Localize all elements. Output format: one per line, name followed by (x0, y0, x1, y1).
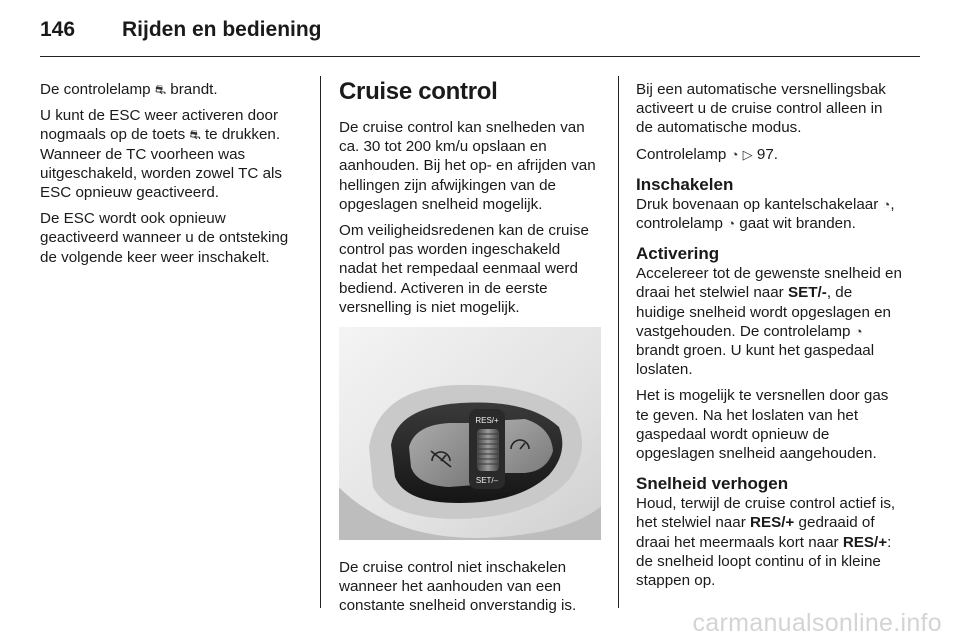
paragraph-cruise-warning: De cruise control niet inschakelen wanneer het aanhouden van een constante snelheid onverstandig is. (339, 559, 577, 615)
paragraph-activering: Accelereer tot de gewenste snelheid en draai het stelwiel naar SET/-, de huidige snelheid wordt opgeslagen en vastgehouden. De controlelamp ◔ brandt groen. U kunt het gaspedaal loslaten. (636, 265, 902, 379)
paragraph-tc-lamp: De controlelamp ⛐ brandt. (40, 81, 218, 98)
set-minus-term: SET/- (787, 284, 827, 302)
heading-snelheid-verhogen: Snelheid verhogen (636, 474, 789, 494)
res-plus-label: RES/+ (475, 416, 499, 426)
steering-wheel-controls-photo (339, 327, 601, 540)
paragraph-inschakelen: Druk bovenaan op kantelschakelaar ◔, controlelamp ◔ gaat wit branden. (636, 195, 895, 233)
paragraph-cruise-safety: Om veiligheidsredenen kan de cruise control pas worden ingeschakeld nadat het rempedaal eenmaal werd bediend. Activeren in de eerste versnelling is niet mogelijk. (339, 222, 589, 316)
res-plus-term: RES/+ (749, 514, 795, 532)
set-minus-label: SET/– (475, 476, 499, 486)
watermark: carmanualsonline.info (692, 609, 942, 637)
esc-button-icon: ⛐ (189, 127, 201, 143)
cruise-control-lamp-icon: ◔ (730, 146, 739, 162)
res-plus-term: RES/+ (842, 533, 888, 551)
heading-activering: Activering (636, 244, 720, 264)
column-1 (40, 80, 304, 274)
column-divider-1 (320, 76, 321, 608)
cruise-control-lamp-icon: ◔ (727, 216, 736, 232)
column-2 (339, 80, 601, 623)
page-title: Rijden en bediening (122, 18, 322, 41)
tc-off-lamp-icon: ⛐ (154, 82, 167, 97)
column-divider-2 (618, 76, 619, 608)
paragraph-accelerate: Het is mogelijk te versnellen door gas te geven. Na het loslaten van het gaspedaal wordt opnieuw de opgeslagen snelheid aangehouden. (636, 387, 889, 463)
column-3 (636, 80, 902, 597)
paragraph-verhogen: Houd, terwijl de cruise control actief is, het stelwiel naar RES/+ gedraaid of draai het meermaals kort naar RES/+: de snelheid loopt continu of in kleine stappen op. (636, 495, 896, 590)
paragraph-lamp-ref: Controlelamp ◔ ▷ 97. (636, 145, 779, 163)
page-number: 146 (40, 18, 76, 41)
page-header (40, 18, 322, 52)
paragraph-cruise-intro: De cruise control kan snelheden van ca. 30 tot 200 km/u opslaan en aanhouden. Bij het op- en afrijden van hellingen zijn afwijkingen van de opgeslagen snelheid mogelijk. (339, 119, 596, 213)
header-divider (40, 56, 920, 57)
reference-arrow-icon: ▷ (742, 146, 753, 162)
heading-inschakelen: Inschakelen (636, 174, 734, 194)
paragraph-automatic: Bij een automatische versnellingsbak activeert u de cruise control alleen in de automatische modus. (636, 81, 886, 137)
paragraph-esc-reactivate: U kunt de ESC weer activeren door nogmaals op de toets ⛐ te drukken. Wanneer de TC voorheen was uitgeschakeld, worden zowel TC als ESC opnieuw geactiveerd. (40, 107, 282, 202)
paragraph-esc-ignition: De ESC wordt ook opnieuw geactiveerd wanneer u de ontsteking de volgende keer weer inschakelt. (40, 210, 289, 266)
cruise-control-switch-icon: ◔ (882, 196, 891, 212)
cruise-control-lamp-icon: ◔ (854, 323, 863, 339)
section-heading-cruise-control: Cruise control (339, 78, 498, 105)
